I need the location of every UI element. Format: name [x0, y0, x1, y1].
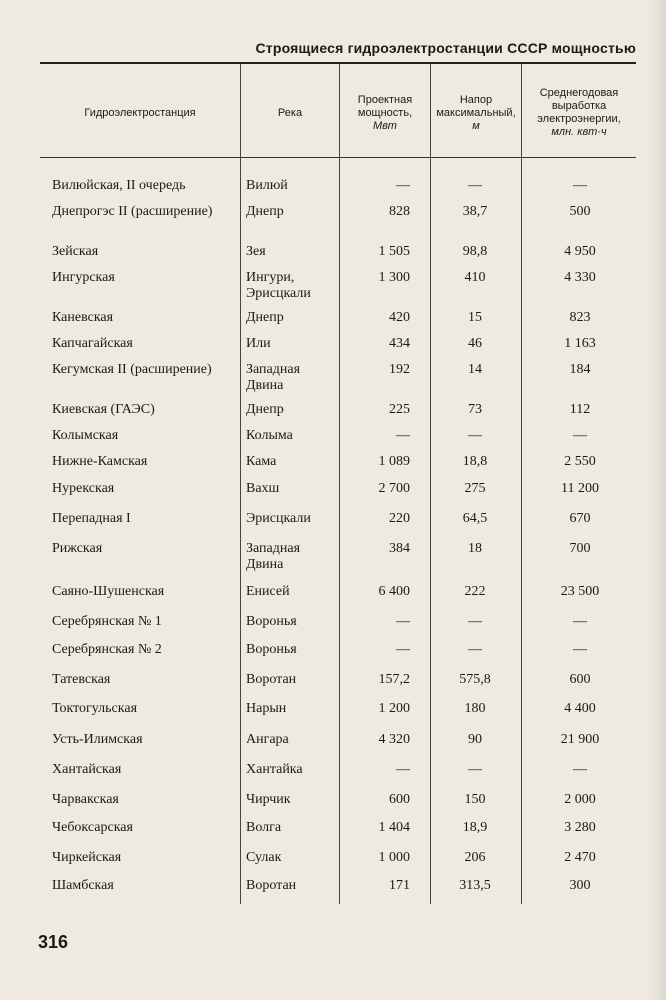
cell-output: 4 330 — [564, 270, 596, 285]
cell-station: Хантайская — [52, 762, 122, 777]
header-output-text: Среднегодовая выработка электроэнергии, — [537, 87, 621, 125]
cell-river: Зея — [246, 244, 266, 259]
cell-station: Зейская — [52, 244, 99, 259]
header-capacity-text: Проектная мощность, — [357, 93, 413, 119]
cell-river: Воротан — [246, 878, 297, 893]
cell-head: 98,8 — [462, 244, 488, 259]
page-edge-shadow — [648, 0, 666, 1000]
cell-head: 313,5 — [459, 878, 491, 893]
cell-output: — — [573, 614, 587, 629]
header-capacity — [340, 70, 430, 156]
cell-head: 410 — [464, 270, 486, 285]
cell-river: Воротан — [246, 672, 297, 687]
header-rule — [40, 157, 636, 158]
page-title: Строящиеся гидроэлектростанции СССР мощностью — [255, 40, 636, 56]
cell-head: 18 — [468, 541, 482, 556]
cell-head: 180 — [464, 701, 486, 716]
cell-output: — — [573, 762, 587, 777]
cell-river: Сулак — [246, 850, 282, 865]
cell-river: Днепр — [246, 402, 284, 417]
cell-station: Серебрянская № 1 — [52, 614, 162, 629]
cell-head: — — [468, 614, 482, 629]
cell-station: Перепадная I — [52, 511, 131, 526]
cell-capacity: 192 — [389, 362, 410, 377]
cell-output: 2 470 — [564, 850, 596, 865]
cell-output: 300 — [569, 878, 591, 893]
cell-head: 90 — [468, 732, 482, 747]
cell-head: 575,8 — [459, 672, 491, 687]
cell-station: Нижне-Камская — [52, 454, 148, 469]
cell-station: Днепрогэс II (расширение) — [52, 204, 213, 219]
cell-output: 500 — [569, 204, 591, 219]
cell-river: Днепр — [246, 204, 284, 219]
cell-output: — — [573, 428, 587, 443]
cell-capacity: 384 — [389, 541, 410, 556]
cell-river: Западная Двина — [246, 541, 301, 572]
cell-head: 46 — [468, 336, 482, 351]
cell-output: — — [573, 642, 587, 657]
page-number: 316 — [38, 932, 69, 952]
cell-river: Колыма — [246, 428, 293, 443]
cell-river: Ингури, Эрисцкали — [246, 270, 311, 301]
cell-station: Шамбская — [52, 878, 114, 893]
cell-station: Татевская — [52, 672, 111, 687]
cell-station: Капчагайская — [52, 336, 133, 351]
header-head-text: Напор максимальный, — [436, 93, 516, 119]
cell-river: Ангара — [246, 732, 289, 747]
cell-river: Хантайка — [246, 762, 303, 777]
cell-output: 4 400 — [564, 701, 596, 716]
header-river-text: Река — [277, 106, 303, 119]
cell-river: Или — [246, 336, 271, 351]
cell-head: 206 — [464, 850, 486, 865]
cell-station: Серебрянская № 2 — [52, 642, 162, 657]
cell-station: Вилюйская, II очередь — [52, 178, 186, 193]
cell-station: Кегумская II (расширение) — [52, 362, 212, 377]
cell-capacity: 434 — [389, 336, 410, 351]
cell-capacity: 1 000 — [378, 850, 410, 865]
cell-station: Нурекская — [52, 481, 115, 496]
cell-head: — — [468, 428, 482, 443]
cell-output: 112 — [569, 402, 591, 417]
header-capacity-unit: Мвт — [373, 119, 397, 132]
cell-capacity: 6 400 — [378, 584, 410, 599]
cell-river: Воронья — [246, 642, 297, 657]
cell-capacity: — — [396, 428, 410, 443]
cell-station: Чебоксарская — [52, 820, 133, 835]
cell-head: — — [468, 762, 482, 777]
cell-head: 18,9 — [462, 820, 488, 835]
cell-river: Чирчик — [246, 792, 291, 807]
cell-station: Киевская (ГАЭС) — [52, 402, 155, 417]
cell-capacity: 420 — [389, 310, 410, 325]
cell-output: 184 — [569, 362, 591, 377]
cell-station: Чарвакская — [52, 792, 119, 807]
cell-head: 14 — [468, 362, 482, 377]
cell-head: 15 — [468, 310, 482, 325]
cell-head: 222 — [464, 584, 486, 599]
cell-capacity: — — [396, 762, 410, 777]
cell-river: Западная Двина — [246, 362, 301, 393]
header-output-unit: млн. квт·ч — [551, 126, 607, 138]
header-head — [431, 70, 521, 156]
cell-output: 2 550 — [564, 454, 596, 469]
top-rule — [40, 62, 636, 64]
cell-river: Енисей — [246, 584, 290, 599]
cell-station: Колымская — [52, 428, 119, 443]
cell-head: 275 — [464, 481, 486, 496]
cell-capacity: 157,2 — [378, 672, 410, 687]
cell-station: Токтогульская — [52, 701, 138, 716]
cell-output: 670 — [569, 511, 591, 526]
cell-output: 600 — [569, 672, 591, 687]
cell-station: Каневская — [52, 310, 114, 325]
cell-river: Кама — [246, 454, 277, 469]
cell-river: Нарын — [246, 701, 287, 716]
column-divider — [521, 64, 522, 904]
cell-river: Эрисцкали — [246, 511, 311, 526]
cell-output: 3 280 — [564, 820, 596, 835]
cell-capacity: 225 — [389, 402, 410, 417]
cell-capacity: 1 505 — [378, 244, 410, 259]
header-head-unit: м — [472, 119, 480, 132]
cell-capacity: 1 089 — [378, 454, 410, 469]
cell-capacity: 2 700 — [378, 481, 410, 496]
cell-head: 73 — [468, 402, 482, 417]
cell-station: Усть-Илимская — [52, 732, 143, 747]
cell-station: Чиркейская — [52, 850, 122, 865]
cell-capacity: 4 320 — [378, 732, 410, 747]
cell-river: Вахш — [246, 481, 280, 496]
cell-capacity: 220 — [389, 511, 410, 526]
cell-river: Волга — [246, 820, 282, 835]
cell-output: 11 200 — [561, 481, 599, 496]
cell-head: — — [468, 178, 482, 193]
cell-output: 700 — [569, 541, 591, 556]
header-station — [40, 70, 240, 156]
cell-capacity: — — [396, 642, 410, 657]
cell-head: — — [468, 642, 482, 657]
header-river — [241, 70, 339, 156]
cell-capacity: 171 — [389, 878, 410, 893]
cell-capacity: — — [396, 178, 410, 193]
cell-capacity: 1 300 — [378, 270, 410, 285]
cell-river: Днепр — [246, 310, 284, 325]
cell-capacity: — — [396, 614, 410, 629]
header-station-text: Гидроэлектростанция — [84, 106, 196, 119]
cell-output: 23 500 — [560, 584, 600, 599]
column-divider — [240, 64, 241, 904]
cell-station: Саяно-Шушенская — [52, 584, 165, 599]
cell-output: 1 163 — [564, 336, 596, 351]
cell-capacity: 828 — [389, 204, 410, 219]
cell-head: 150 — [464, 792, 486, 807]
cell-river: Воронья — [246, 614, 297, 629]
cell-output: — — [573, 178, 587, 193]
cell-output: 823 — [569, 310, 591, 325]
cell-head: 18,8 — [462, 454, 488, 469]
cell-output: 21 900 — [560, 732, 600, 747]
header-output — [522, 70, 636, 156]
cell-station: Ингурская — [52, 270, 115, 285]
cell-river: Вилюй — [246, 178, 288, 193]
cell-output: 2 000 — [564, 792, 596, 807]
cell-station: Рижская — [52, 541, 103, 556]
cell-capacity: 600 — [389, 792, 410, 807]
cell-capacity: 1 404 — [378, 820, 410, 835]
cell-capacity: 1 200 — [378, 701, 410, 716]
cell-head: 38,7 — [462, 204, 488, 219]
cell-head: 64,5 — [462, 511, 488, 526]
cell-output: 4 950 — [564, 244, 596, 259]
